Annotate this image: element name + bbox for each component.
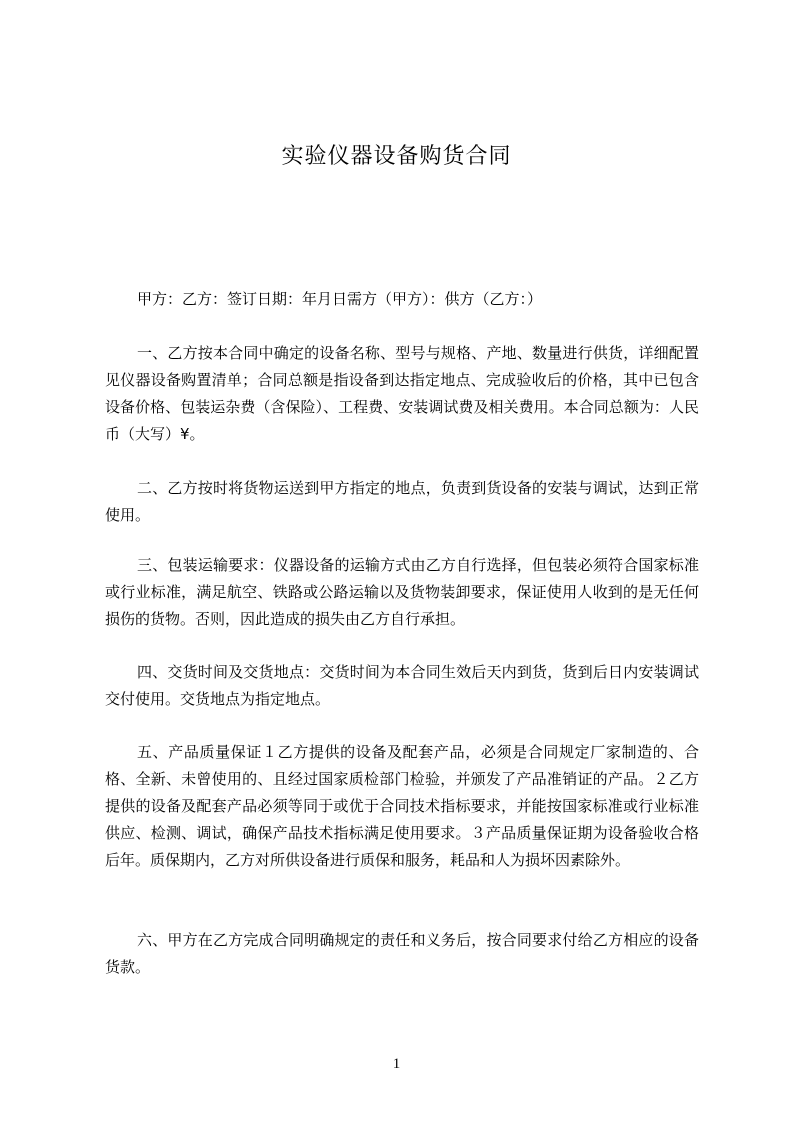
paragraph-clause-3: 三、包装运输要求：仪器设备的运输方式由乙方自行选择，但包装必须符合国家标准或行业标准，满足航空、铁路或公路运输以及货物装卸要求，保证使用人收到的是无任何损伤的货物。否则，因此造成的损失由乙方自行承担。 xyxy=(105,556,699,628)
paragraph-clause-2: 二、乙方按时将货物运送到甲方指定的地点，负责到货设备的安装与调试，达到正常使用。 xyxy=(105,479,699,524)
paragraph-parties: 甲方：乙方：签订日期：年月日需方（甲方）：供方（乙方：） xyxy=(137,290,543,308)
paragraph-clause-6: 六、甲方在乙方完成合同明确规定的责任和义务后，按合同要求付给乙方相应的设备货款。 xyxy=(105,931,699,976)
paragraph-clause-4: 四、交货时间及交货地点：交货时间为本合同生效后天内到货，货到后日内安装调试交付使用。交货地点为指定地点。 xyxy=(105,663,699,708)
paragraph-clause-1: 一、乙方按本合同中确定的设备名称、型号与规格、产地、数量进行供货，详细配置见仪器设备购置清单；合同总额是指设备到达指定地点、完成验收后的价格，其中已包含设备价格、包装运杂费（含保险）、工程费、安装调试费及相关费用。本合同总额为：人民币（大写）¥。 xyxy=(105,344,699,443)
document-title: 实验仪器设备购货合同 xyxy=(281,144,512,169)
page-number: 1 xyxy=(392,1056,401,1072)
paragraph-clause-5: 五、产品质量保证１乙方提供的设备及配套产品，必须是合同规定厂家制造的、合格、全新、未曾使用的、且经过国家质检部门检验，并颁发了产品准销证的产品。２乙方提供的设备及配套产品必须等同于或优于合同技术指标要求，并能按国家标准或行业标准供应、检测、调试，确保产品技术指标满足使用要求。３产品质量保证期为设备验收合格后年。质保期内，乙方对所供设备进行质保和服务，耗品和人为损坏因素除外。 xyxy=(105,743,699,869)
